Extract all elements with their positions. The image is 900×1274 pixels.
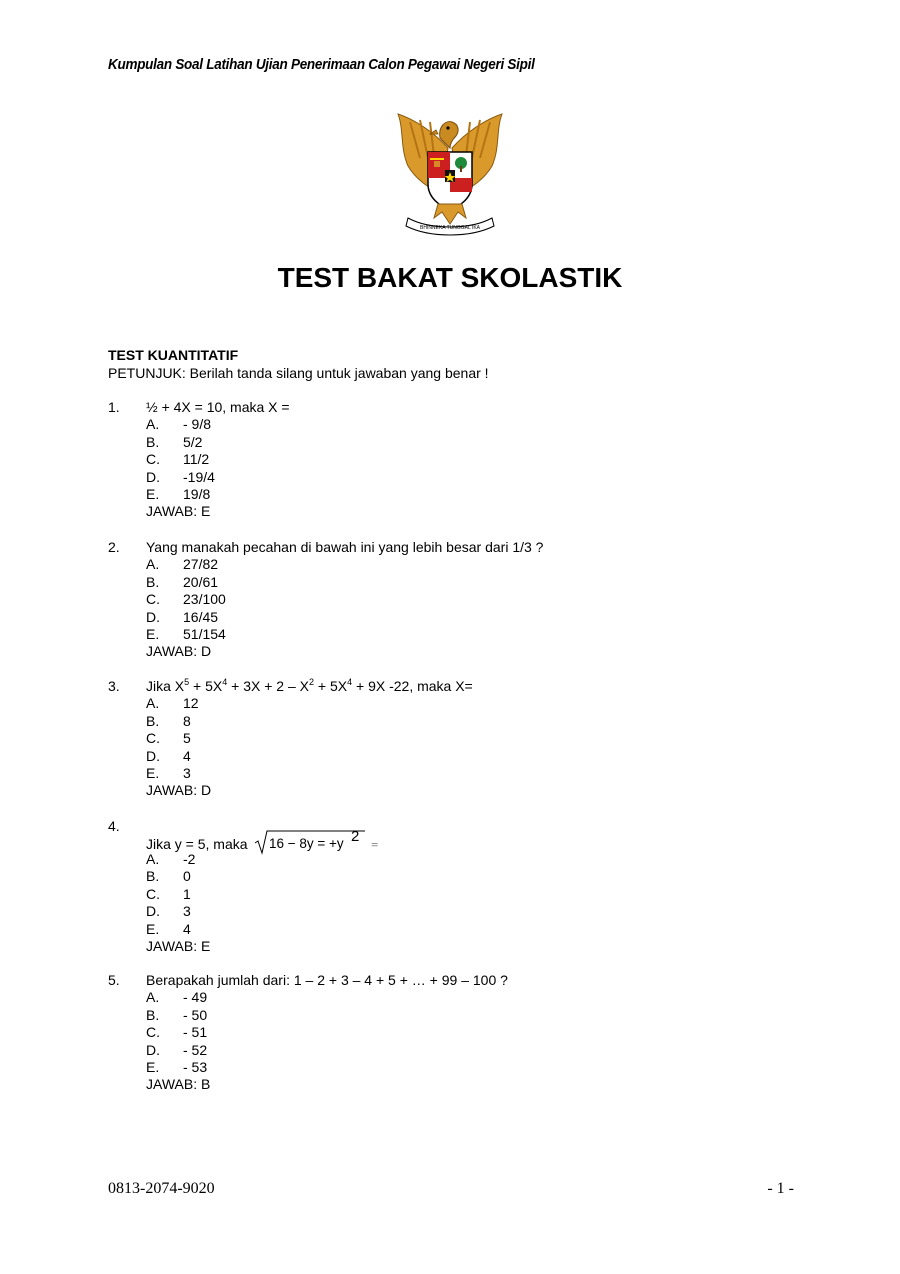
answer-text: JAWAB: D [146, 643, 212, 660]
question-stem: Berapakah jumlah dari: 1 – 2 + 3 – 4 + 5 + … + 99 – 100 ? [146, 972, 508, 988]
option-d[interactable]: D. -19/4 [146, 468, 215, 485]
answer-text: JAWAB: E [146, 937, 211, 954]
question-stem: ½ + 4X = 10, maka X = [146, 399, 290, 415]
section-heading: TEST KUANTITATIF [108, 347, 239, 363]
option-a[interactable]: A. 12 [146, 695, 199, 712]
answer-text: JAWAB: D [146, 782, 212, 799]
option-c[interactable]: C. 11/2 [146, 451, 210, 468]
question-stem: Yang manakah pecahan di bawah ini yang lebih besar dari 1/3 ? [146, 539, 544, 555]
option-e[interactable]: E. 51/154 [146, 625, 226, 642]
option-d[interactable]: D. - 52 [146, 1041, 208, 1058]
option-e[interactable]: E. 4 [146, 920, 191, 937]
footer-phone: 0813-2074-9020 [108, 1180, 215, 1197]
option-e[interactable]: E. 19/8 [146, 485, 211, 502]
option-d[interactable]: D. 16/45 [146, 608, 219, 625]
instruction-text: PETUNJUK: Berilah tanda silang untuk jawaban yang benar ! [108, 365, 489, 381]
question-number: 2. [108, 539, 120, 555]
question-number: 3. [108, 678, 120, 694]
option-b[interactable]: B. 8 [146, 712, 191, 729]
option-a[interactable]: A. -2 [146, 851, 196, 867]
question-number: 1. [108, 399, 120, 415]
option-b[interactable]: B. 5/2 [146, 433, 203, 450]
question-stem: Jika $X^5 + 5X^4 + 3X + 2 - X^2 + 5X^4 + 9X$ -22, maka X= [146, 677, 473, 694]
option-a[interactable]: A. - 9/8 [146, 416, 212, 433]
square-root-formula [253, 829, 383, 855]
formula-exponent: 2 [351, 829, 360, 845]
garuda-emblem-icon [390, 108, 510, 238]
formula-equals: = [371, 837, 379, 852]
option-b[interactable]: B. 20/61 [146, 573, 219, 590]
formula-radicand: 16 − 8y = +y [269, 836, 345, 851]
option-c[interactable]: C. - 51 [146, 1024, 208, 1041]
option-d[interactable]: D. 3 [146, 903, 191, 920]
emblem-ribbon-text: BHINNEKA TUNGGAL IKA [419, 225, 481, 231]
option-e[interactable]: E. 3 [146, 764, 191, 781]
page-header: Kumpulan Soal Latihan Ujian Penerimaan Calon Pegawai Negeri Sipil [108, 56, 535, 73]
option-a[interactable]: A. 27/82 [146, 556, 219, 573]
question-number: 5. [108, 972, 120, 988]
option-b[interactable]: B. 0 [146, 868, 191, 885]
option-c[interactable]: C. 23/100 [146, 591, 226, 608]
question-number: 4. [108, 818, 120, 834]
option-d[interactable]: D. 4 [146, 747, 191, 764]
page-title: TEST BAKAT SKOLASTIK [277, 262, 623, 293]
question-stem: Jika y = 5, maka 16 − 8y = +y 2 = [146, 829, 383, 855]
answer-text: JAWAB: B [146, 1076, 211, 1093]
option-c[interactable]: C. 1 [146, 885, 191, 902]
option-e[interactable]: E. - 53 [146, 1058, 208, 1075]
answer-text: JAWAB: E [146, 503, 211, 520]
option-c[interactable]: C. 5 [146, 730, 191, 747]
page-number: - 1 - [767, 1180, 794, 1197]
option-a[interactable]: A. - 49 [146, 989, 208, 1006]
option-b[interactable]: B. - 50 [146, 1006, 208, 1023]
